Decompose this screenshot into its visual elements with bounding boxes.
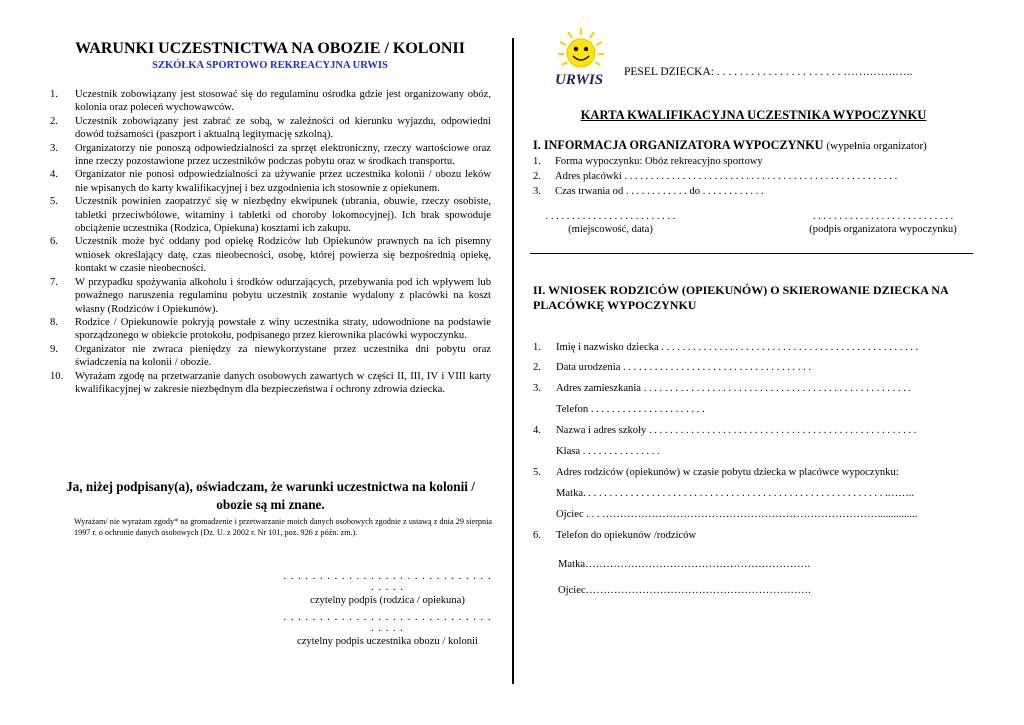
section1-list xyxy=(533,154,897,199)
parent-signature xyxy=(280,571,495,606)
section2-heading: II. WNIOSEK RODZICÓW (OPIEKUNÓW) O SKIEROWANIE DZIECKA NA PLACÓWKĘ WYPOCZYNKU xyxy=(533,283,948,312)
rules-list xyxy=(50,88,491,396)
section1-heading: I. INFORMACJA ORGANIZATORA WYPOCZYNKU (wypełnia organizator) xyxy=(533,138,927,152)
section-divider xyxy=(530,253,973,254)
signature-label: czytelny podpis uczestnika obozu / kolonii xyxy=(297,636,478,647)
rule-item: 8. Rodzice / Opiekunowie pokryją powstałe z winy uczestnika straty, udowodnione na podstawie sporządzonego w obiekcie protokołu, podpisanego przez kierownika placówki wypoczynku. xyxy=(50,316,491,342)
list-item: Matka. . . . . . . . . . . . . . . . . . . . . . . . . . . . . . . . . . . . . . . . . . . . . . . . . . . . . . . . . .…….. xyxy=(556,488,915,499)
page-divider xyxy=(512,38,514,684)
list-item: 4. Nazwa i adres szkoły . . . . . . . . . . . . . . . . . . . . . . . . . . . . . . . . . . . . . . . . . . . . . . . . . . . xyxy=(533,425,917,436)
rule-item: 7. W przypadku spożywania alkoholu i środków odurzających, przebywania pod ich wpływem lub poważnego naruszenia regulaminu pobytu uczestnik zostanie wydalony z placówki na koszt własny (Rodziców i Opiekunów). xyxy=(50,276,491,315)
signature-line: . . . . . . . . . . . . . . . . . . . . . . . . . . . . . . . . . . xyxy=(283,571,492,593)
list-item: Klasa . . . . . . . . . . . . . . . xyxy=(556,446,660,457)
signature-label: (miejscowość, data) xyxy=(568,224,653,235)
declaration: Ja, niżej podpisany(a), oświadczam, że warunki uczestnictwa na kolonii / obozie są mi znane. xyxy=(66,479,475,512)
list-item: Ojciec………………………………………………………. xyxy=(558,585,811,596)
list-item: 2. Adres placówki . . . . . . . . . . . . . . . . . . . . . . . . . . . . . . . . . . . . . . . . . . . . . . . . . . . . xyxy=(533,171,898,182)
rule-item: 9. Organizator nie zwraca pieniędzy za niewykorzystane przez uczestnika dni pobytu oraz świadczenia na kolonii / obozie. xyxy=(50,343,491,369)
list-item: 1. Forma wypoczynku: Obóz rekreacyjno sportowy xyxy=(533,156,763,167)
logo-text: URWIS xyxy=(555,72,604,88)
organizer-signature xyxy=(788,211,978,235)
rule-item: 4. Organizator nie ponosi odpowiedzialności za używanie przez uczestnika kolonii / obozu leków nie wpisanych do karty kwalifikacyjnej i bez uzgodnienia ich stosownie z opiekunem. xyxy=(50,169,491,194)
list-item: 2. Data urodzenia . . . . . . . . . . . . . . . . . . . . . . . . . . . . . . . . . . . . xyxy=(533,362,812,373)
rule-item: 6. Uczestnik może być oddany pod opiekę Rodziców lub Opiekunów prawnych na ich pisemny wniosek określający datę, czas nieobecności, osobę, której powierza się bezpośrednią opiekę, kontakt w czasie nieobecności. xyxy=(50,236,491,275)
left-title: WARUNKI UCZESTNICTWA NA OBOZIE / KOLONII xyxy=(75,40,465,57)
rule-item: 10. Wyrażam zgodę na przetwarzanie danych osobowych zawartych w części II, III, IV i VIII karty kwalifikacyjnej w zakresie niezbędnym dla bezpieczeństwa i ochrony zdrowia dziecka. xyxy=(50,370,491,395)
rule-item: 1. Uczestnik zobowiązany jest stosować się do regulaminu ośrodka gdzie jest organizowany obóz, kolonia oraz poleceń wychowawców. xyxy=(50,89,491,114)
participant-signature xyxy=(280,612,495,647)
list-item: Telefon . . . . . . . . . . . . . . . . . . . . . . xyxy=(556,404,705,415)
signature-line: . . . . . . . . . . . . . . . . . . . . . . . . . . . . . . . . . . xyxy=(283,612,492,634)
place-date-signature xyxy=(533,211,688,235)
signature-label: (podpis organizatora wypoczynku) xyxy=(809,224,957,235)
sun-icon xyxy=(552,26,622,90)
list-item: 5. Adres rodziców (opiekunów) w czasie pobytu dziecka w placówce wypoczynku: xyxy=(533,467,899,478)
list-item: 3. Adres zamieszkania . . . . . . . . . . . . . . . . . . . . . . . . . . . . . . . . . . . . . . . . . . . . . . . . . . . xyxy=(533,383,912,394)
signature-line: . . . . . . . . . . . . . . . . . . . . . . . . . . . xyxy=(812,211,954,222)
pesel-field: PESEL DZIECKA: . . . . . . . . . . . . . . . . . . . . . . …….…….….. xyxy=(624,66,913,78)
signature-line: . . . . . . . . . . . . . . . . . . . . . . . . . xyxy=(545,211,676,222)
signature-label: czytelny podpis (rodzica / opiekuna) xyxy=(310,595,465,606)
rule-item: 2. Uczestnik zobowiązany jest zabrać ze sobą, w zależności od kierunku wyjazdu, odpowiedni dowód tożsamości (paszport i aktualną legitymację szkolną). xyxy=(50,115,491,141)
rule-item: 3. Organizatorzy nie ponoszą odpowiedzialności za sprzęt elektroniczny, rzeczy wartościowe oraz inne rzeczy pozostawione przez uczestników podczas pobytu oraz w środkach transportu. xyxy=(50,142,491,168)
card-title: KARTA KWALIFIKACYJNA UCZESTNIKA WYPOCZYNKU xyxy=(580,108,927,122)
list-item: 3. Czas trwania od . . . . . . . . . . . . do . . . . . . . . . . . . xyxy=(533,186,764,197)
list-item: Matka………………………………………………………. xyxy=(558,559,811,570)
urwis-logo xyxy=(552,26,622,90)
rule-item: 5. Uczestnik powinien zaopatrzyć się w niezbędny ekwipunek (ubrania, obuwie, rzeczy osobiste, tabletki przeciwbólowe, witaminy i tabletki od choroby lokomocyjnej). Ich brak spowoduje obciążenie uczestnika (Rodzica, Opiekuna) kosztami ich zakupu. xyxy=(50,196,491,235)
data-consent: Wyrażam/ nie wyrażam zgody* na gromadzenie i przetwarzanie moich danych osobowych zgodnie z ustawą z dnia 29 sierpnia 1997 r. o ochronie danych osobowych (Dz. U. z 2002 r. Nr 101, poz. 926 z późn. zm.). xyxy=(74,517,492,537)
list-item: 1. Imię i nazwisko dziecka . . . . . . . . . . . . . . . . . . . . . . . . . . . . . . . . . . . . . . . . . . . . . . . . . xyxy=(533,342,919,353)
list-item: Ojciec . . . ……………………………………………………………………............... xyxy=(556,509,918,520)
list-item: 6. Telefon do opiekunów /rodziców xyxy=(533,530,697,541)
left-subtitle: SZKÓŁKA SPORTOWO REKREACYJNA URWIS xyxy=(152,60,388,71)
